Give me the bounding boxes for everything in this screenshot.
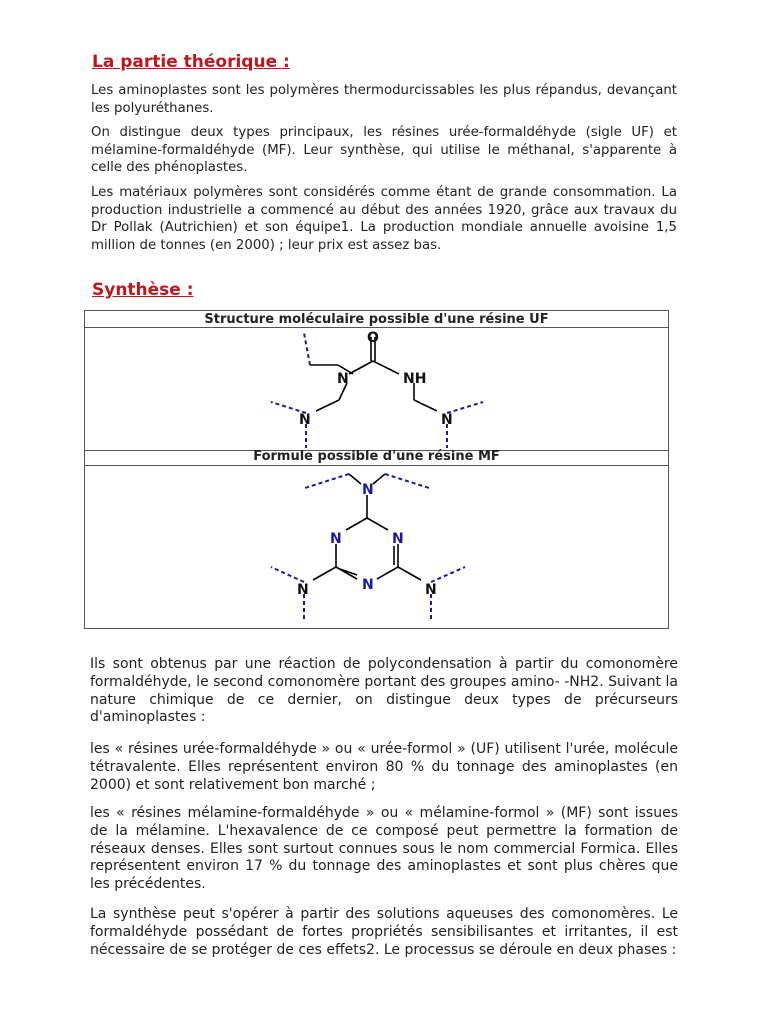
uf-nitrogen-bottom-left: N bbox=[299, 412, 311, 428]
paragraph-synthese-phases: La synthèse peut s'opérer à partir des solutions aqueuses des comonomères. Le formaldéhyde possédant de fortes propriétés sensibilisantes et irritantes, il est nécessaire de se protéger de ces effets2. Le processus se déroule en deux phases : bbox=[90, 906, 678, 958]
uf-nitrogen-bottom-right: N bbox=[441, 412, 453, 428]
mf-structure-diagram bbox=[85, 466, 668, 626]
mf-ring-nitrogen-bottom: N bbox=[362, 577, 374, 593]
paragraph-resines-mf: les « résines mélamine-formaldéhyde » ou « mélamine-formol » (MF) sont issues de la mélamine. L'hexavalence de ce composé peut permettre la formation de réseaux denses. Elles sont surtout connues sous le nom commercial Formica. Elles représentent environ 17 % du tonnage des aminoplastes et sont plus chères que les précédentes. bbox=[90, 805, 678, 893]
paragraph-aminoplastes-intro: Les aminoplastes sont les polymères thermodurcissables les plus répandus, devançant les polyuréthanes. bbox=[91, 83, 677, 116]
heading-partie-theorique: La partie théorique : bbox=[92, 52, 290, 72]
uf-oxygen: O bbox=[367, 330, 379, 346]
mf-nitrogen-right: N bbox=[425, 582, 437, 598]
paragraph-resines-uf: les « résines urée-formaldéhyde » ou « urée-formol » (UF) utilisent l'urée, molécule tétravalente. Elles représentent environ 80 % du tonnage des aminoplastes (en 2000) et sont relativement bon marché ; bbox=[90, 741, 678, 793]
paragraph-production: Les matériaux polymères sont considérés comme étant de grande consommation. La production industrielle a commencé au début des années 1920, grâce aux travaux du Dr Pollak (Autrichien) et son équipe1. La production mondiale annuelle avoisine 1,5 million de tonnes (en 2000) ; leur prix est assez bas. bbox=[91, 185, 677, 253]
heading-synthese: Synthèse : bbox=[92, 280, 194, 300]
uf-structure-diagram bbox=[85, 328, 668, 450]
uf-atom-labels bbox=[299, 330, 453, 428]
uf-structure-title: Structure moléculaire possible d'une résine UF bbox=[204, 312, 549, 327]
mf-structure-title: Formule possible d'une résine MF bbox=[253, 449, 500, 464]
mf-nitrogen-top: N bbox=[362, 482, 374, 498]
mf-ring-nitrogen-right: N bbox=[392, 531, 404, 547]
mf-nitrogen-left: N bbox=[297, 582, 309, 598]
mf-ring-nitrogen-left: N bbox=[330, 531, 342, 547]
uf-nitrogen-left: N bbox=[337, 371, 349, 387]
paragraph-polycondensation: Ils sont obtenus par une réaction de polycondensation à partir du comonomère formaldéhyde, le second comonomère portant des groupes amino- -NH2. Suivant la nature chimique de ce dernier, on distingue deux types de précurseurs d'aminoplastes : bbox=[90, 656, 678, 726]
structure-table bbox=[84, 310, 669, 629]
uf-nh-group: NH bbox=[403, 371, 427, 387]
paragraph-types-principaux: On distingue deux types principaux, les résines urée-formaldéhyde (sigle UF) et mélamine-formaldéhyde (MF). Leur synthèse, qui utilise le méthanal, s'apparente à celle des phénoplastes. bbox=[91, 125, 677, 175]
